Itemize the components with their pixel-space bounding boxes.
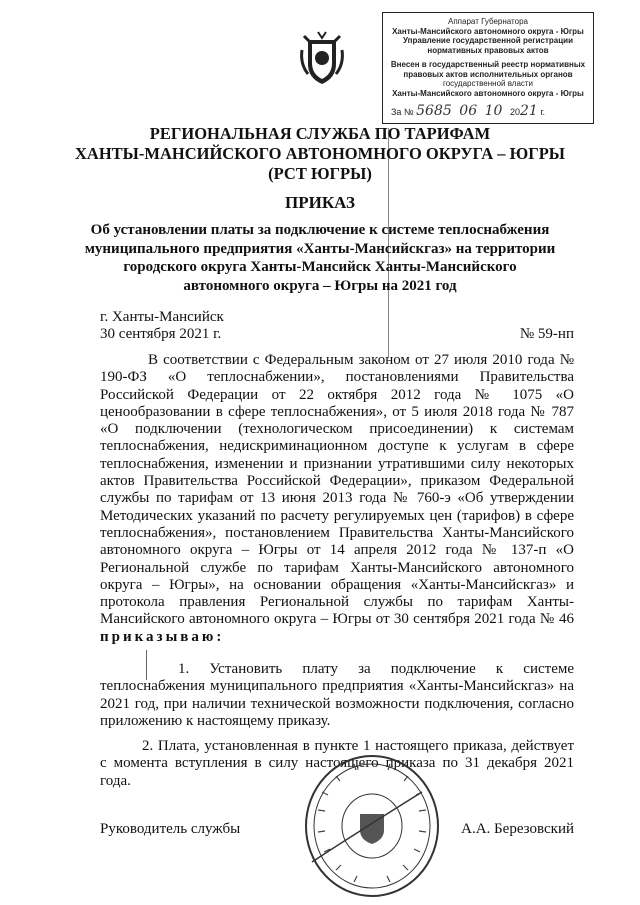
document-number: № 59-нп bbox=[519, 326, 574, 342]
official-seal-icon bbox=[302, 752, 442, 900]
stamp-line: Ханты-Мансийского автономного округа - Югры bbox=[392, 88, 584, 98]
stamp-reg-number: 5685 bbox=[416, 102, 452, 119]
document-city: г. Ханты-Мансийск bbox=[100, 309, 224, 325]
stamp-reg-year-prefix: 20 bbox=[509, 106, 520, 117]
preamble-text: В соответствии с Федеральным законом от 27 июля 2010 года № 190-ФЗ «О теплоснабжении», постановлениями Правительства Российской Федерации от 22 октября 2012 года № 1075 «О ценообразовании в сфере теплоснабжения», от 5 июля 2018 года № 787 «О подключении (технологическом присоединении) к системам теплоснабжения, недискриминационном доступе к услугам в сфере теплоснабжения, изменении и признании утратившими силу некоторых актов Правительства Российской Федерации», приказом Федеральной службы по тарифам от 13 июня 2013 года № 760-э «Об утверждении Методических указаний по расчету регулируемых цен (тарифов) в сфере теплоснабжения», постановлением Правительства Ханты-Мансийского автономного округа – Югры от 14 апреля 2012 года № 137-п «О Региональной службе по тарифам Ханты-Мансийского автономного округа – Югры», на основании обращения «Ханты-Мансийскгаз» и протокола правления Региональной службы по тарифам Ханты-Мансийского автономного округа – Югры от 30 сентября 2021 года № 46 bbox=[100, 352, 574, 628]
stamp-reg-year: 21 bbox=[519, 102, 538, 119]
org-line: (РСТ ЮГРЫ) bbox=[268, 164, 372, 183]
stamp-line: правовых актов исполнительных органов bbox=[403, 69, 573, 79]
stamp-reg-prefix: За № bbox=[391, 106, 414, 117]
org-line: РЕГИОНАЛЬНАЯ СЛУЖБА ПО ТАРИФАМ bbox=[149, 124, 491, 143]
org-line: ХАНТЫ-МАНСИЙСКОГО АВТОНОМНОГО ОКРУГА – ЮГРЫ bbox=[75, 144, 565, 163]
stamp-line: Ханты-Мансийского автономного округа - Югры bbox=[392, 26, 584, 36]
stamp-registration bbox=[391, 102, 546, 119]
stamp-line: нормативных правовых актов bbox=[427, 45, 549, 55]
stamp-line: Внесен в государственный реестр нормативных bbox=[390, 60, 586, 69]
stamp-reg-day: 06 bbox=[459, 102, 478, 119]
stamp-line: Аппарат Губернатора bbox=[448, 17, 528, 26]
signatory-name: А.А. Березовский bbox=[461, 821, 574, 837]
document-type: ПРИКАЗ bbox=[285, 193, 355, 212]
document-date: 30 сентября 2021 г. bbox=[100, 326, 222, 342]
signatory-title: Руководитель службы bbox=[100, 821, 241, 837]
preamble-paragraph bbox=[100, 352, 574, 646]
stamp-reg-month: 10 bbox=[484, 102, 503, 119]
document-subject: Об установлении платы за подключение к системе теплоснабжения муниципального предприятия «Ханты-Мансийскгаз» на территории городского округа Ханты-Мансийск Ханты-Мансийского автономного округа – Югры на 2021 год bbox=[84, 222, 556, 294]
coat-of-arms-icon bbox=[298, 30, 346, 88]
stamp-reg-suffix: г. bbox=[540, 106, 546, 117]
stamp-line: Управление государственной регистрации bbox=[403, 36, 573, 45]
registration-stamp bbox=[382, 12, 594, 124]
order-item-2: 2. Плата, установленная в пункте 1 настоящего приказа, действует с момента вступления в силу настоящего приказа по 31 декабря 2021 года. bbox=[100, 738, 574, 789]
organization-header bbox=[60, 124, 580, 184]
stamp-line: государственной власти bbox=[442, 79, 534, 88]
order-item-1: 1. Установить плату за подключение к системе теплоснабжения муниципального предприятия «Ханты-Мансийскгаз» на 2021 год, при наличии технической возможности подключения, согласно приложению к настоящему приказу. bbox=[100, 661, 574, 729]
order-word: приказываю: bbox=[100, 628, 225, 645]
